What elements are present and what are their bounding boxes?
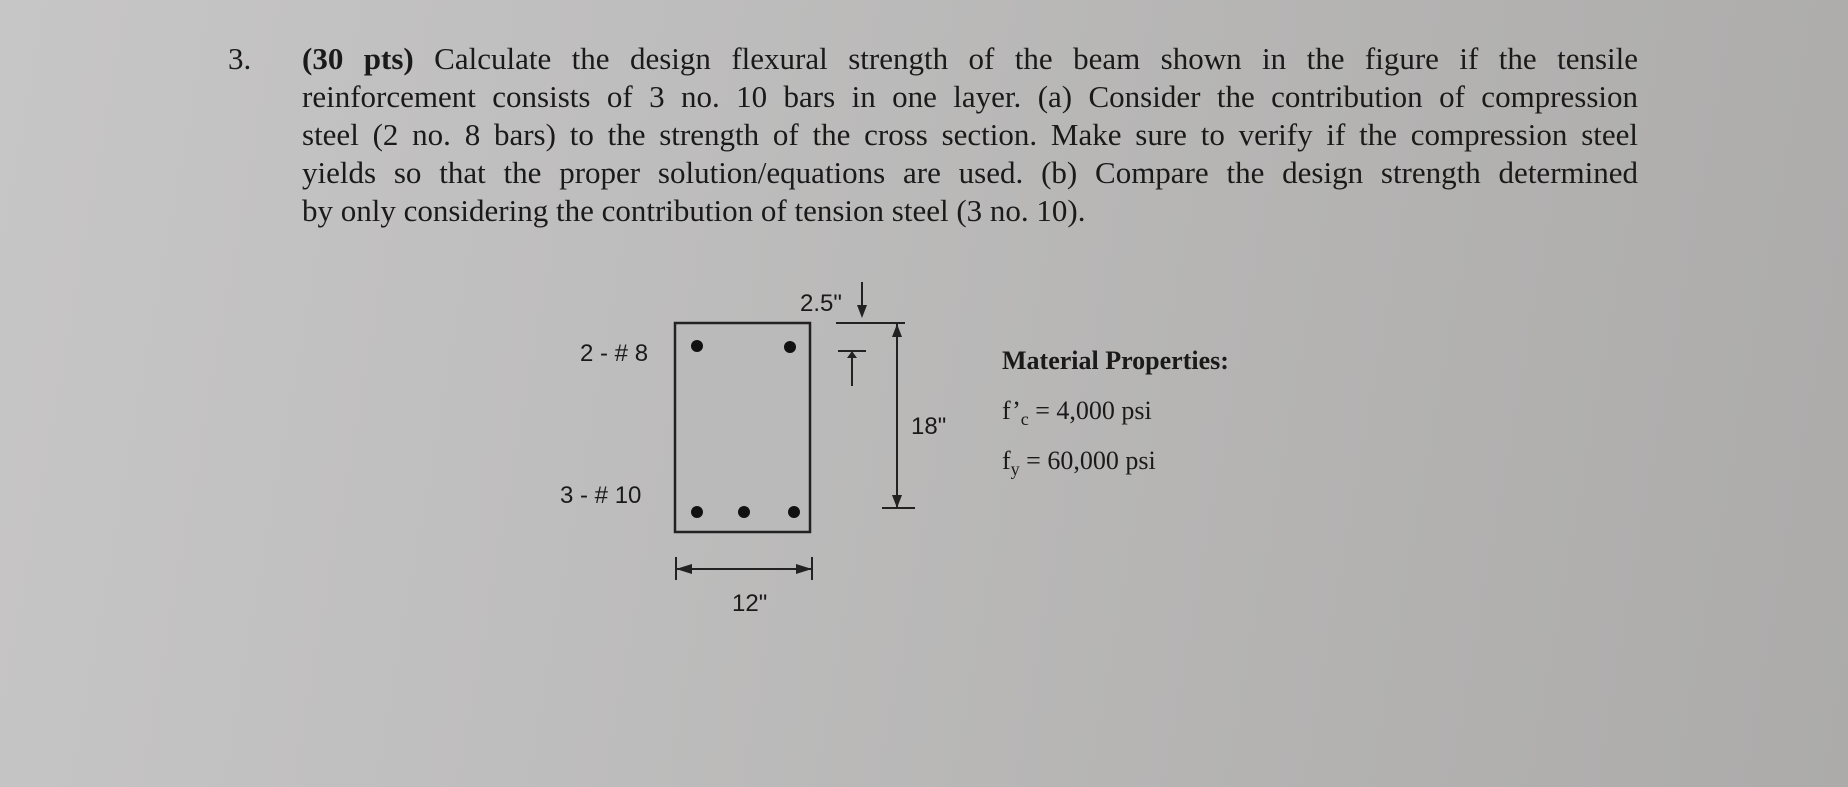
fy-value: = 60,000 psi	[1026, 446, 1156, 475]
compression-bar	[691, 340, 703, 352]
problem-line-4: yields so that the proper solution/equations are used. (b) Compare the design strength determined	[302, 155, 1638, 190]
problem-points: (30 pts)	[302, 41, 414, 76]
fy-symbol: f	[1002, 446, 1011, 475]
depth-dimension	[836, 323, 915, 508]
tension-bar	[788, 506, 800, 518]
problem-number: 3.	[228, 41, 252, 76]
fc-value: = 4,000 psi	[1035, 396, 1152, 425]
width-dimension	[676, 557, 812, 580]
problem-text	[302, 40, 1638, 230]
bottom-bar-label: 3 - # 10	[560, 482, 642, 509]
steel-yield-strength	[1002, 446, 1229, 479]
depth-dimension-label: 18"	[911, 413, 947, 440]
tension-bar	[691, 506, 703, 518]
fc-subscript: c	[1020, 409, 1029, 429]
problem-line-1-text: Calculate the design flexural strength of the beam shown in the figure if the tensile	[434, 41, 1638, 76]
material-properties	[1002, 346, 1229, 496]
fc-symbol: f’	[1002, 396, 1021, 425]
cover-dimension	[838, 282, 867, 386]
cover-dimension-label: 2.5"	[800, 290, 842, 317]
material-properties-title: Material Properties:	[1002, 346, 1229, 375]
problem-line-2: reinforcement consists of 3 no. 10 bars in one layer. (a) Consider the contribution of compression	[302, 79, 1638, 114]
problem-line-5: by only considering the contribution of tension steel (3 no. 10).	[302, 193, 1086, 228]
beam-outline	[675, 323, 810, 532]
problem-line-1	[302, 40, 1638, 78]
width-dimension-label: 12"	[732, 590, 768, 617]
concrete-strength	[1002, 396, 1229, 429]
problem-line-3: steel (2 no. 8 bars) to the strength of the cross section. Make sure to verify if the compression steel	[302, 117, 1638, 152]
compression-bar	[784, 341, 796, 353]
tension-bar	[738, 506, 750, 518]
fy-subscript: y	[1010, 459, 1020, 479]
top-bar-label: 2 - # 8	[580, 340, 649, 367]
